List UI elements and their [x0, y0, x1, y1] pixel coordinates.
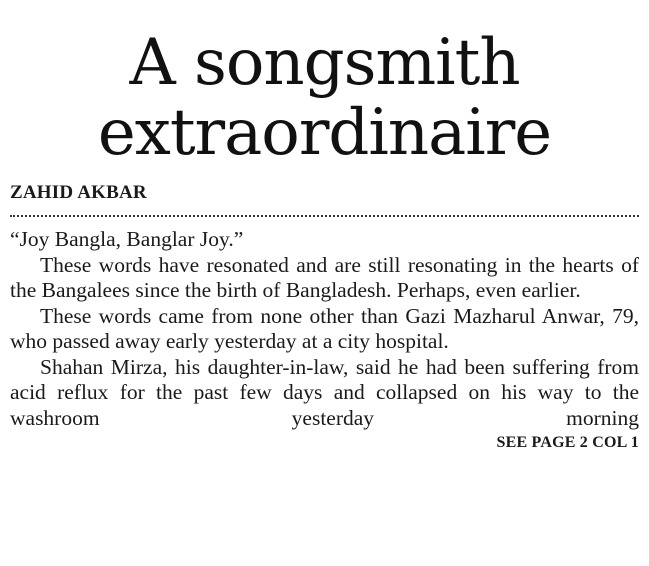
continued-on-page-label: SEE PAGE 2 COL 1 [496, 434, 639, 451]
headline [10, 0, 639, 168]
paragraph-quote: “Joy Bangla, Banglar Joy.” [10, 227, 244, 251]
headline-line-2: extraordinaire [97, 96, 552, 170]
paragraph: Shahan Mirza, his daughter-in-law, said he had been suffering from acid reflux for the past few days and collapsed on his way to the washroom yesterday morning [10, 354, 639, 430]
byline: ZAHID AKBAR [10, 182, 147, 203]
paragraph: These words have resonated and are still resonating in the hearts of the Bangalees since the birth of Bangladesh. Perhaps, even earlier. [10, 252, 639, 302]
dotted-divider [10, 215, 639, 217]
paragraph: These words came from none other than Gazi Mazharul Anwar, 79, who passed away early yesterday at a city hospital. [10, 303, 639, 353]
headline-line-1: A songsmith [129, 26, 520, 100]
news-article [10, 0, 639, 452]
article-body [10, 227, 639, 431]
